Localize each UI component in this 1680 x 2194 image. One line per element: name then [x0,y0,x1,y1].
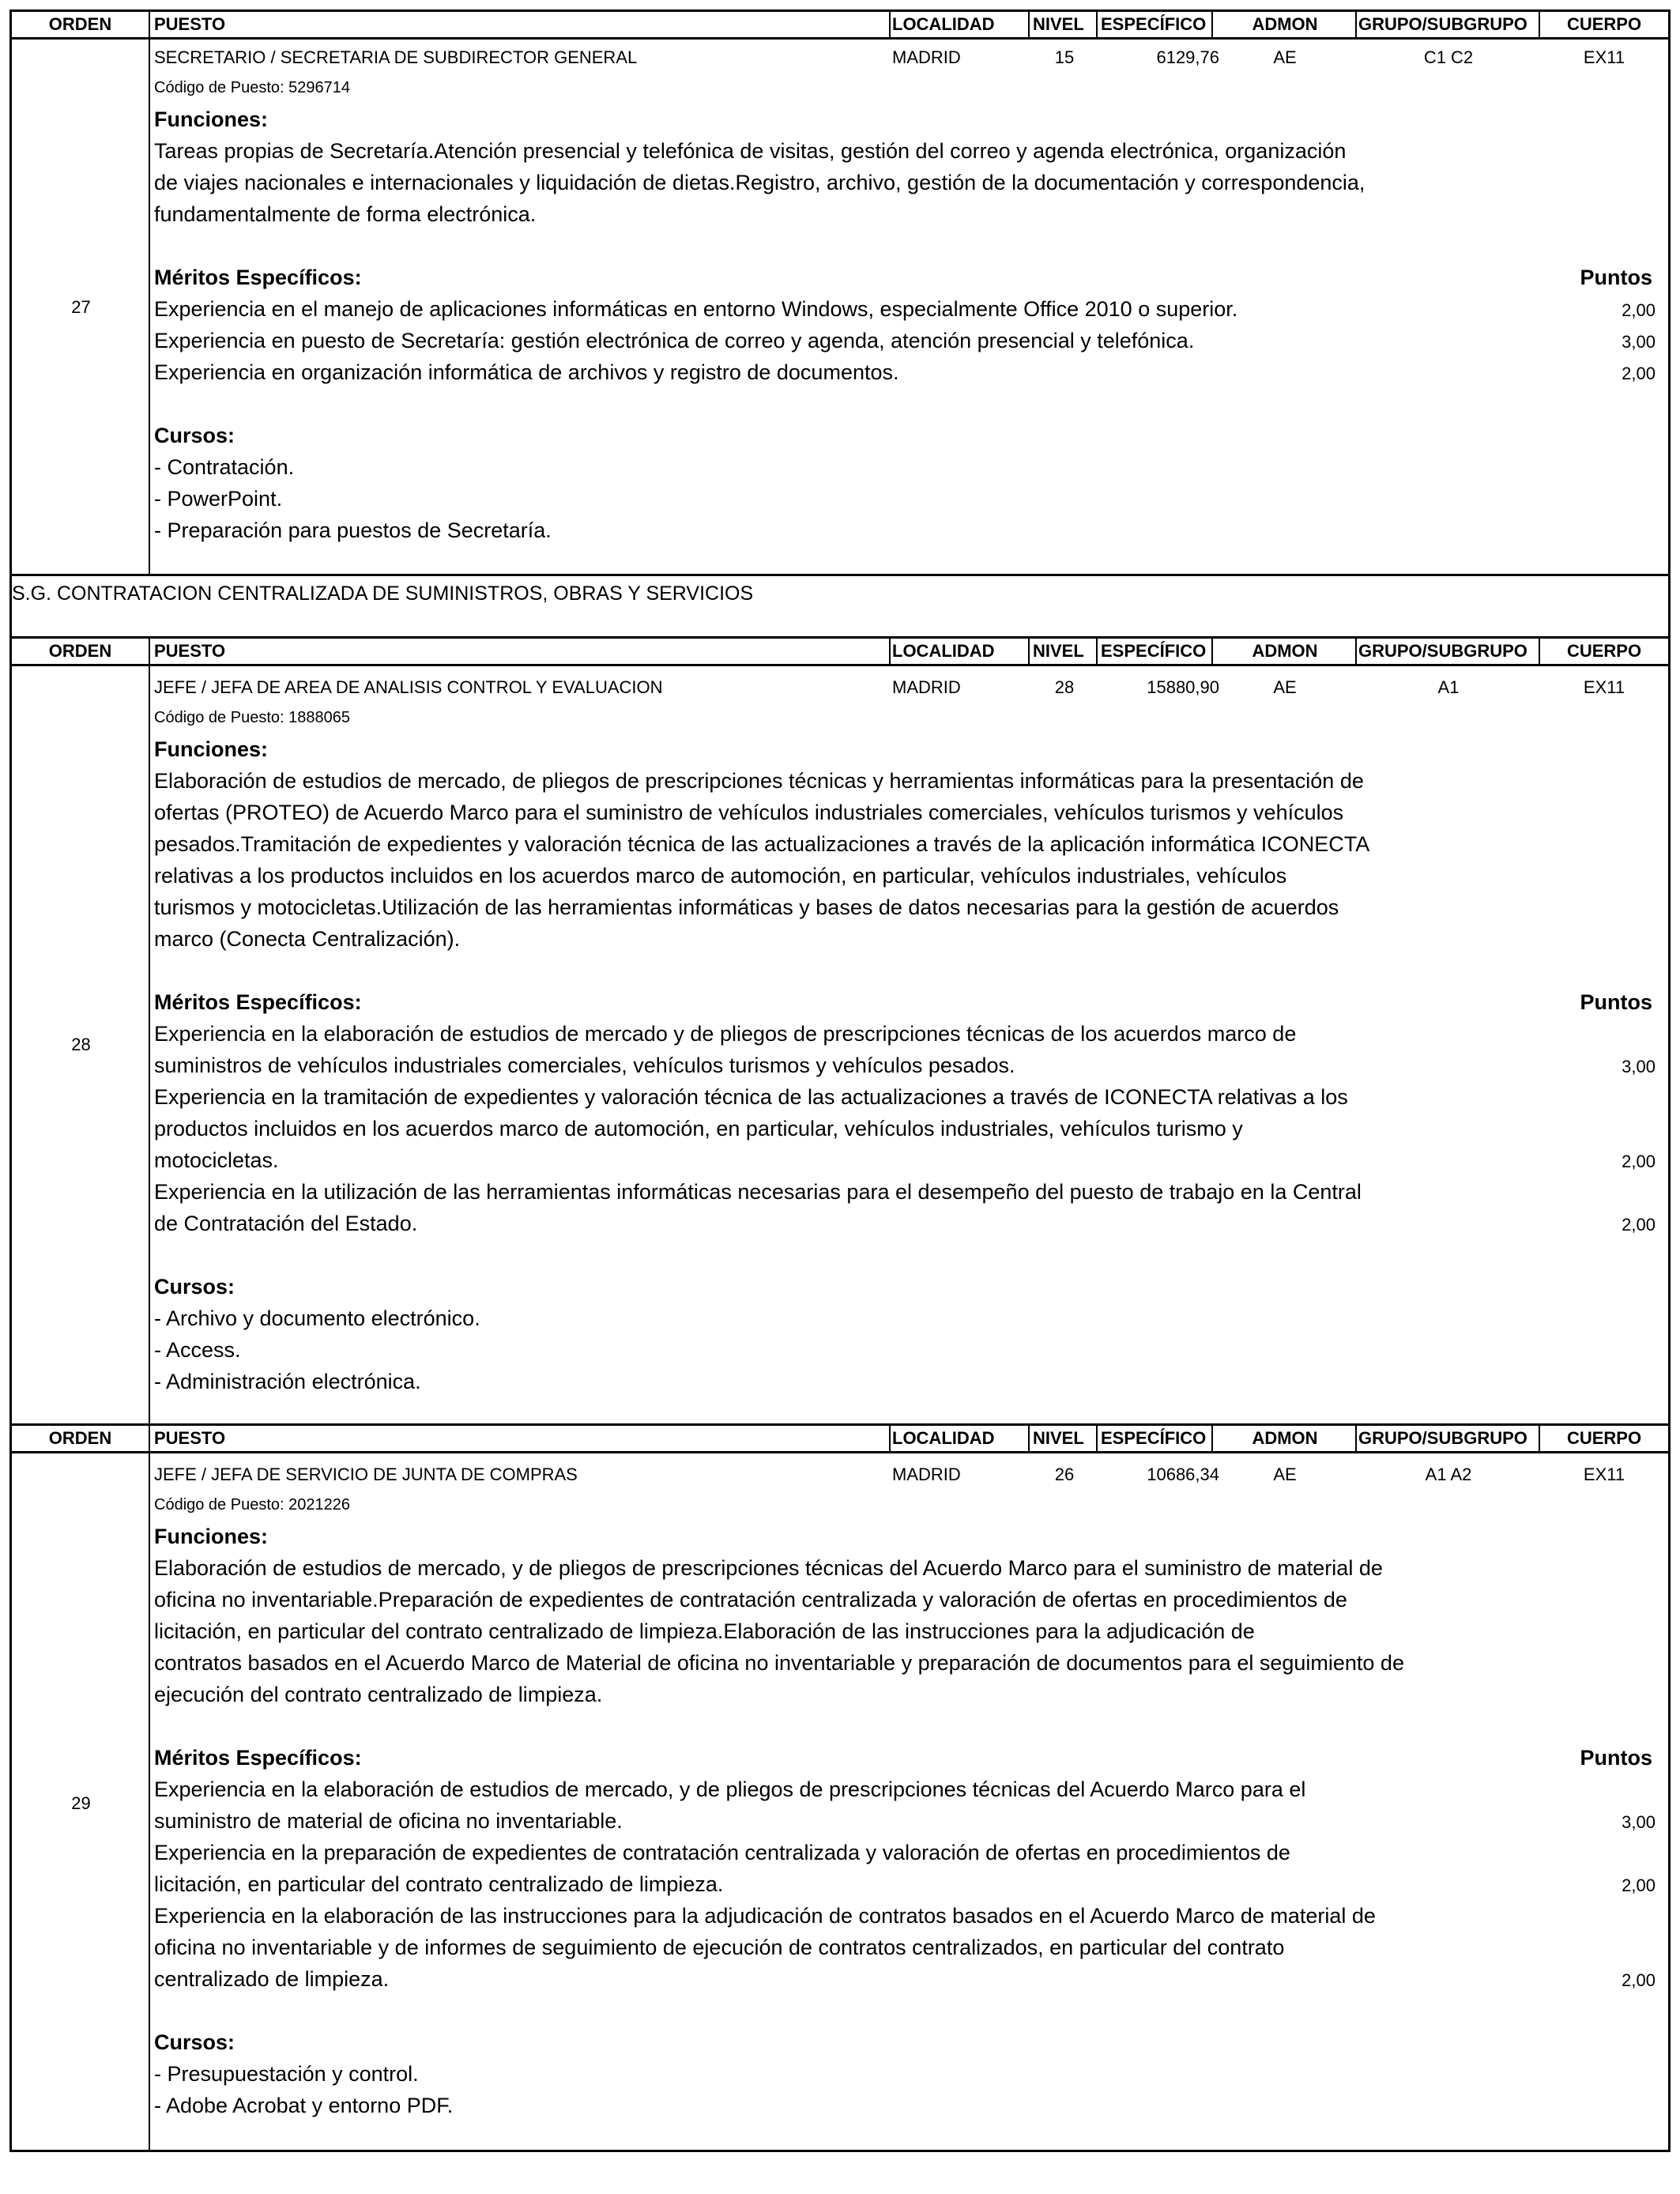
header-grupo: GRUPO/SUBGRUPO [1358,641,1527,661]
header-nivel: NIVEL [1033,14,1084,34]
section-title: S.G. CONTRATACION CENTRALIZADA DE SUMINISTROS, OBRAS Y SERVICIOS [12,582,754,605]
funciones-heading: Funciones: [154,1525,269,1548]
especifico: 15880,90 [1147,677,1219,697]
header-puesto: PUESTO [154,14,226,34]
funciones-line: Elaboración de estudios de mercado, de pliegos de prescripciones técnicas y herramientas informáticas para la presentación de [154,769,1364,793]
merito-puntos: 2,00 [1622,1970,1656,1990]
merito-line: oficina no inventariable y de informes de seguimiento de ejecución de contratos centralizados, en particular del contrato [154,1936,1285,1959]
curso-item: - Presupuestación y control. [154,2062,419,2086]
funciones-line: ejecución del contrato centralizado de limpieza. [154,1683,603,1706]
section-title-row [9,576,1671,636]
funciones-heading: Funciones: [154,737,269,761]
merito-line: suministros de vehículos industriales comerciales, vehículos turismos y vehículos pesados. [154,1054,1015,1077]
curso-item: - PowerPoint. [154,487,283,511]
localidad: MADRID [892,1465,961,1484]
merito-line: productos incluidos en los acuerdos marco de automoción, en particular, vehículos industriales, vehículos turismo y [154,1117,1243,1140]
header-localidad: LOCALIDAD [892,1428,995,1448]
position-27 [9,40,1671,575]
orden: 29 [71,1793,91,1813]
header-especifico: ESPECÍFICO [1101,1428,1207,1448]
grupo: A1 A2 [1425,1465,1472,1484]
merito-puntos: 3,00 [1622,1057,1656,1076]
header-cuerpo: CUERPO [1566,1428,1642,1448]
funciones-line: contratos basados en el Acuerdo Marco de Material de oficina no inventariable y preparación de documentos para el seguimiento de [154,1651,1404,1675]
merito-puntos: 2,00 [1622,300,1656,320]
table-header [9,636,1671,666]
admon: AE [1273,1465,1297,1484]
funciones-line: turismos y motocicletas.Utilización de las herramientas informáticas y bases de datos necesarias para la gestión de acuerdos [154,895,1339,919]
meritos-heading: Méritos Específicos: [154,1746,362,1770]
merito-puntos: 2,00 [1622,364,1656,383]
meritos-heading: Méritos Específicos: [154,266,362,289]
cuerpo: EX11 [1583,677,1625,697]
position-28 [9,666,1671,1425]
header-admon: ADMON [1252,1428,1318,1448]
merito-puntos: 2,00 [1622,1215,1656,1235]
cuerpo: EX11 [1583,47,1625,67]
merito-line: Experiencia en la utilización de las herramientas informáticas necesarias para el desempeño del puesto de trabajo en la Central [154,1180,1362,1204]
nivel: 28 [1054,677,1075,697]
funciones-line: relativas a los productos incluidos en los acuerdos marco de automoción, en particular, vehículos industriales, vehículos [154,864,1287,888]
header-puesto: PUESTO [154,1428,226,1448]
puesto: SECRETARIO / SECRETARIA DE SUBDIRECTOR GENERAL [154,47,638,67]
orden: 27 [71,297,91,317]
header-admon: ADMON [1252,641,1318,661]
funciones-line: marco (Conecta Centralización). [154,927,461,951]
especifico: 10686,34 [1147,1465,1219,1484]
orden: 28 [71,1035,91,1054]
merito-line: Experiencia en la preparación de expedientes de contratación centralizada y valoración de ofertas en procedimientos de [154,1841,1290,1864]
grupo: C1 C2 [1423,47,1474,67]
merito-line: licitación, en particular del contrato centralizado de limpieza. [154,1872,724,1896]
funciones-line: Elaboración de estudios de mercado, y de pliegos de prescripciones técnicas del Acuerdo Marco para el suministro de material de [154,1556,1383,1580]
header-nivel: NIVEL [1033,1428,1084,1448]
codigo-puesto: Código de Puesto: 5296714 [154,79,350,96]
table-header [9,9,1671,40]
merito-puntos: 2,00 [1622,1152,1656,1171]
funciones-line: oficina no inventariable.Preparación de expedientes de contratación centralizada y valoración de ofertas en procedimientos de [154,1588,1347,1612]
funciones-line: de viajes nacionales e internacionales y liquidación de dietas.Registro, archivo, gestión de la documentación y correspondencia, [154,171,1365,194]
merito-line: Experiencia en la elaboración de estudios de mercado y de pliegos de prescripciones técnicas de los acuerdos marco de [154,1022,1297,1046]
header-localidad: LOCALIDAD [892,641,995,661]
header-especifico: ESPECÍFICO [1101,14,1207,34]
header-cuerpo: CUERPO [1566,14,1642,34]
curso-item: - Archivo y documento electrónico. [154,1306,480,1330]
curso-item: - Adobe Acrobat y entorno PDF. [154,2094,454,2117]
especifico: 6129,76 [1156,47,1219,67]
header-orden: ORDEN [48,1428,112,1448]
funciones-line: Tareas propias de Secretaría.Atención presencial y telefónica de visitas, gestión del correo y agenda electrónica, organización [154,139,1347,163]
funciones-line: licitación, en particular del contrato centralizado de limpieza.Elaboración de las instrucciones para la adjudicación de [154,1619,1255,1643]
merito-line: suministro de material de oficina no inventariable. [154,1809,623,1833]
funciones-line: pesados.Tramitación de expedientes y valoración técnica de las actualizaciones a través de la aplicación informática ICONECTA [154,832,1370,856]
header-especifico: ESPECÍFICO [1101,641,1207,661]
header-grupo: GRUPO/SUBGRUPO [1358,14,1527,34]
merito-line: Experiencia en la elaboración de estudios de mercado, y de pliegos de prescripciones técnicas del Acuerdo Marco para el [154,1777,1306,1801]
funciones-line: ofertas (PROTEO) de Acuerdo Marco para el suministro de vehículos industriales comerciales, vehículos turismos y vehículos [154,801,1344,824]
admon: AE [1273,47,1297,67]
meritos-heading: Méritos Específicos: [154,990,362,1014]
puntos-heading: Puntos [1580,990,1652,1014]
puntos-heading: Puntos [1580,266,1652,289]
curso-item: - Preparación para puestos de Secretaría. [154,518,552,542]
merito-line: centralizado de limpieza. [154,1967,390,1991]
grupo: A1 [1437,677,1460,697]
codigo-puesto: Código de Puesto: 1888065 [154,709,350,726]
puesto: JEFE / JEFA DE SERVICIO DE JUNTA DE COMPRAS [154,1465,578,1484]
funciones-heading: Funciones: [154,107,269,131]
curso-item: - Contratación. [154,455,295,479]
merito-line: Experiencia en puesto de Secretaría: gestión electrónica de correo y agenda, atención presencial y telefónica. [154,329,1195,352]
curso-item: - Administración electrónica. [154,1370,421,1393]
puesto: JEFE / JEFA DE AREA DE ANALISIS CONTROL Y EVALUACION [154,677,663,697]
header-puesto: PUESTO [154,641,226,661]
merito-line: Experiencia en organización informática de archivos y registro de documentos. [154,360,899,384]
puntos-heading: Puntos [1580,1746,1652,1770]
merito-line: Experiencia en el manejo de aplicaciones informáticas en entorno Windows, especialmente Office 2010 o superior. [154,297,1238,321]
header-nivel: NIVEL [1033,641,1084,661]
merito-puntos: 3,00 [1622,1812,1656,1832]
cursos-heading: Cursos: [154,1275,235,1299]
header-localidad: LOCALIDAD [892,14,995,34]
curso-item: - Access. [154,1338,241,1362]
table-header [9,1423,1671,1453]
codigo-puesto: Código de Puesto: 2021226 [154,1496,350,1514]
localidad: MADRID [892,677,961,697]
merito-line: de Contratación del Estado. [154,1212,418,1235]
merito-line: motocicletas. [154,1148,279,1172]
localidad: MADRID [892,47,961,67]
cursos-heading: Cursos: [154,424,235,447]
position-29 [9,1453,1671,2152]
merito-line: Experiencia en la tramitación de expedientes y valoración técnica de las actualizaciones a través de ICONECTA relativas a los [154,1085,1348,1109]
nivel: 26 [1054,1465,1075,1484]
cursos-heading: Cursos: [154,2030,235,2054]
admon: AE [1273,677,1297,697]
header-admon: ADMON [1252,14,1318,34]
header-orden: ORDEN [48,641,112,661]
funciones-line: fundamentalmente de forma electrónica. [154,202,537,226]
merito-puntos: 2,00 [1622,1875,1656,1895]
header-orden: ORDEN [48,14,112,34]
nivel: 15 [1054,47,1075,67]
header-grupo: GRUPO/SUBGRUPO [1358,1428,1527,1448]
merito-puntos: 3,00 [1622,332,1656,352]
merito-line: Experiencia en la elaboración de las instrucciones para la adjudicación de contratos basados en el Acuerdo Marco de material de [154,1904,1376,1928]
cuerpo: EX11 [1583,1465,1625,1484]
header-cuerpo: CUERPO [1566,641,1642,661]
